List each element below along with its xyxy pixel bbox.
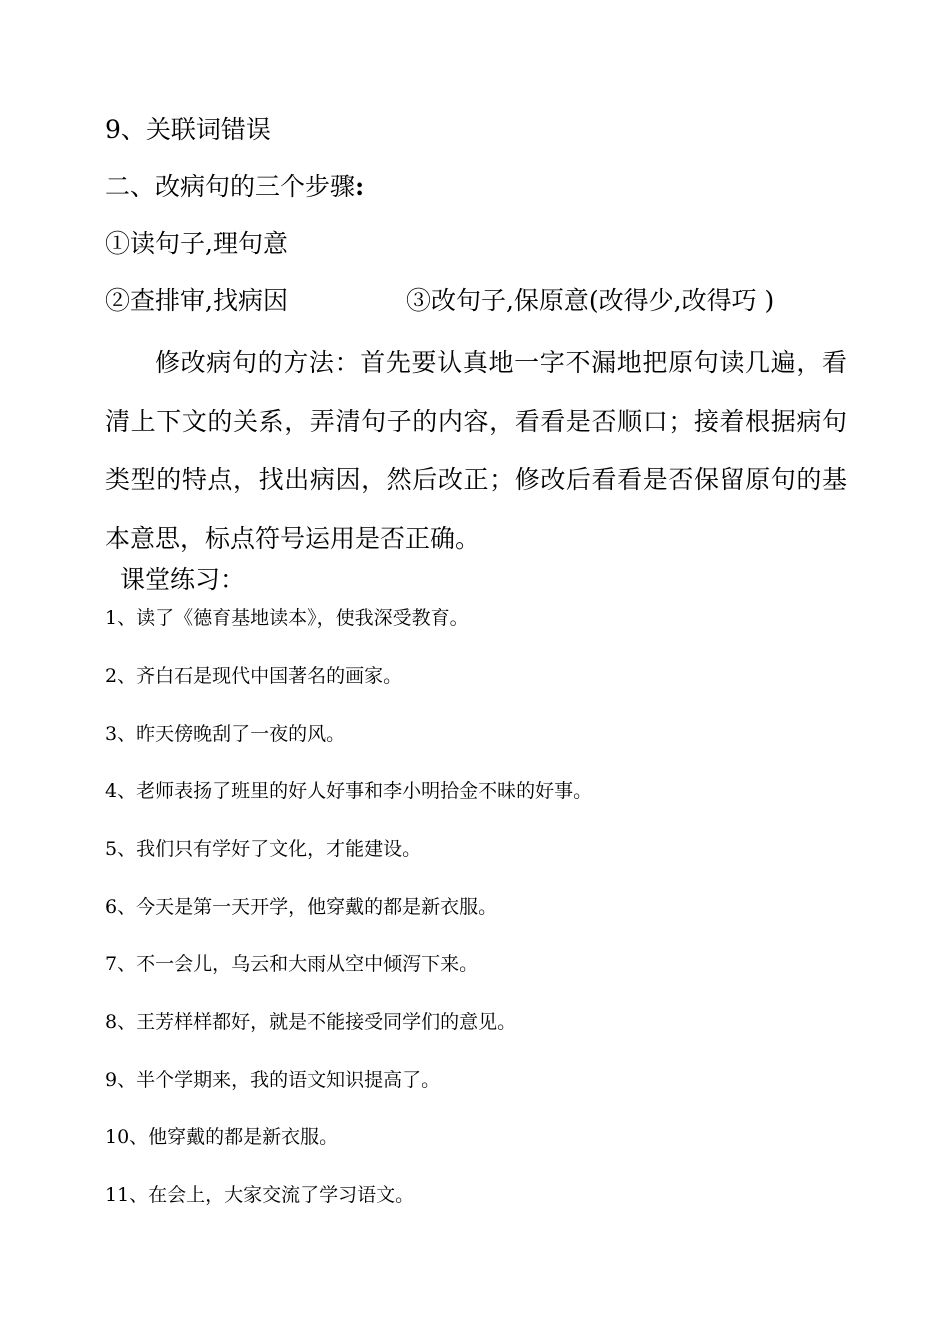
exercise-item: 1、读了《德育基地读本》，使我深受教育。 xyxy=(105,607,469,629)
steps-2-3 xyxy=(105,285,774,317)
step-3: ③改句子,保原意(改得少,改得巧 ) xyxy=(405,286,775,315)
exercise-item: 5、我们只有学好了文化，才能建设。 xyxy=(105,838,422,860)
exercise-item: 11、在会上，大家交流了学习语文。 xyxy=(105,1184,415,1206)
step-1: ①读句子,理句意 xyxy=(105,229,288,258)
exercise-item: 6、今天是第一天开学，他穿戴的都是新衣服。 xyxy=(105,896,498,918)
exercise-item: 2、齐白石是现代中国著名的画家。 xyxy=(105,665,403,687)
method-paragraph: 修改病句的方法：首先要认真地一字不漏地把原句读几遍，看清上下文的关系，弄清句子的内容，看看是否顺口；接着根据病句类型的特点，找出病因，然后改正；修改后看看是否保留原句的基本意思，标点符号运用是否正确。 xyxy=(105,348,847,553)
exercise-item: 7、不一会儿，乌云和大雨从空中倾泻下来。 xyxy=(105,953,479,975)
error-type-item-9: 9、关联词错误 xyxy=(105,115,271,144)
exercise-item: 4、老师表扬了班里的好人好事和李小明拾金不昧的好事。 xyxy=(105,780,593,802)
exercise-item: 10、他穿戴的都是新衣服。 xyxy=(105,1126,339,1148)
section-heading-three-steps xyxy=(105,171,364,203)
section-heading-colon: : xyxy=(355,172,365,201)
exercise-item: 3、昨天傍晚刮了一夜的风。 xyxy=(105,723,346,745)
exercise-item: 9、半个学期来，我的语文知识提高了。 xyxy=(105,1069,441,1091)
exercise-item: 8、王芳样样都好，就是不能接受同学们的意见。 xyxy=(105,1011,517,1033)
step-2: ②查排审,找病因 xyxy=(105,286,288,315)
section-heading-text: 二、改病句的三个步骤 xyxy=(105,172,356,201)
practice-heading: 课堂练习： xyxy=(120,565,246,594)
